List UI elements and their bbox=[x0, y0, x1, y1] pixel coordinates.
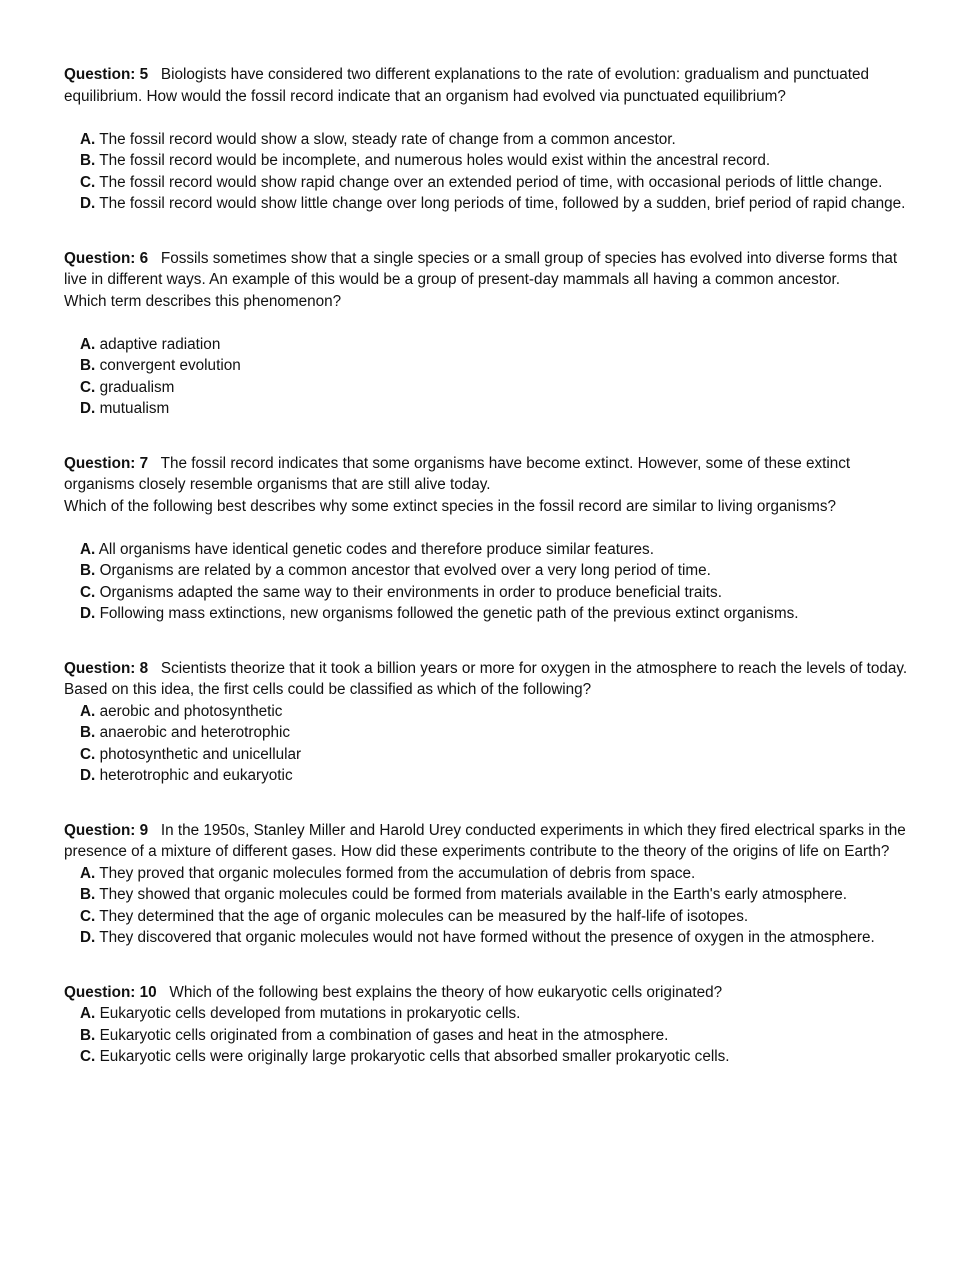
option-b bbox=[64, 1025, 909, 1047]
question-8 bbox=[64, 658, 909, 787]
stem-followup-text: Which term describes this phenomenon? bbox=[64, 292, 342, 310]
worksheet-page bbox=[64, 64, 909, 1101]
option-letter: B. bbox=[80, 357, 96, 374]
option-b bbox=[64, 150, 909, 172]
question-stem bbox=[64, 820, 909, 863]
question-label: Question: 5 bbox=[64, 66, 149, 83]
option-text: Organisms are related by a common ancestor that evolved over a very long period of time. bbox=[99, 562, 711, 579]
stem-text: In the 1950s, Stanley Miller and Harold Urey conducted experiments in which they fired electrical sparks in the presence of a mixture of different gases. How did these experiments contribute to the theory of the origins of life on Earth? bbox=[64, 821, 906, 860]
stem-text: Scientists theorize that it took a billion years or more for oxygen in the atmosphere to reach the levels of today. Based on this idea, the first cells could be classified as which of the following? bbox=[64, 659, 908, 698]
option-text: They determined that the age of organic molecules can be measured by the half-life of isotopes. bbox=[99, 907, 749, 925]
option-b bbox=[64, 560, 909, 582]
option-letter: A. bbox=[80, 335, 96, 353]
option-letter: C. bbox=[80, 173, 96, 191]
option-letter: C. bbox=[80, 907, 96, 925]
question-stem bbox=[64, 658, 909, 701]
question-label: Question: 10 bbox=[64, 983, 157, 1001]
option-letter: C. bbox=[80, 583, 96, 601]
option-letter: A. bbox=[80, 1005, 96, 1022]
question-9 bbox=[64, 820, 909, 949]
option-letter: B. bbox=[80, 562, 96, 579]
option-c bbox=[64, 172, 909, 194]
stem-text: The fossil record indicates that some organisms have become extinct. However, some of these extinct organisms closely resemble organisms that are still alive today. bbox=[64, 454, 851, 493]
option-text: Eukaryotic cells developed from mutations in prokaryotic cells. bbox=[99, 1005, 521, 1022]
option-letter: A. bbox=[80, 864, 96, 882]
option-letter: B. bbox=[80, 886, 96, 903]
option-text: aerobic and photosynthetic bbox=[99, 702, 283, 720]
option-d bbox=[64, 765, 909, 787]
option-d bbox=[64, 193, 909, 215]
option-text: anaerobic and heterotrophic bbox=[99, 724, 291, 741]
option-letter: A. bbox=[80, 540, 96, 558]
option-letter: C. bbox=[80, 745, 96, 763]
question-stem bbox=[64, 453, 909, 518]
option-a bbox=[64, 701, 909, 723]
option-a bbox=[64, 539, 909, 561]
option-letter: B. bbox=[80, 152, 96, 169]
question-label: Question: 9 bbox=[64, 821, 149, 839]
option-d bbox=[64, 398, 909, 420]
option-text: They showed that organic molecules could be formed from materials available in the Earth's early atmosphere. bbox=[99, 886, 848, 903]
option-text: They proved that organic molecules formed from the accumulation of debris from space. bbox=[99, 864, 696, 882]
option-letter: D. bbox=[80, 605, 96, 622]
option-c bbox=[64, 377, 909, 399]
option-text: They discovered that organic molecules would not have formed without the presence of oxygen in the atmosphere. bbox=[99, 929, 875, 946]
stem-followup-text: Which of the following best describes why some extinct species in the fossil record are similar to living organisms? bbox=[64, 497, 836, 515]
stem-text: Fossils sometimes show that a single species or a small group of species has evolved into diverse forms that live in different ways. An example of this would be a group of present-day mammals all having a common ancestor. bbox=[64, 249, 898, 288]
option-letter: D. bbox=[80, 400, 96, 417]
option-text: The fossil record would be incomplete, and numerous holes would exist within the ancestral record. bbox=[99, 152, 771, 169]
option-text: The fossil record would show a slow, steady rate of change from a common ancestor. bbox=[99, 130, 676, 148]
option-letter: C. bbox=[80, 1048, 96, 1065]
option-d bbox=[64, 603, 909, 625]
option-c bbox=[64, 744, 909, 766]
question-label: Question: 6 bbox=[64, 249, 149, 267]
option-letter: D. bbox=[80, 195, 96, 212]
option-text: Following mass extinctions, new organisms followed the genetic path of the previous extinct organisms. bbox=[99, 605, 799, 622]
option-d bbox=[64, 927, 909, 949]
option-c bbox=[64, 1046, 909, 1068]
option-letter: D. bbox=[80, 767, 96, 784]
question-6 bbox=[64, 248, 909, 420]
option-text: photosynthetic and unicellular bbox=[99, 745, 302, 763]
option-text: Organisms adapted the same way to their environments in order to produce beneficial traits. bbox=[99, 583, 722, 601]
option-text: Eukaryotic cells originated from a combination of gases and heat in the atmosphere. bbox=[99, 1026, 669, 1044]
question-5 bbox=[64, 64, 909, 215]
option-b bbox=[64, 722, 909, 744]
option-letter: A. bbox=[80, 130, 96, 148]
option-letter: B. bbox=[80, 1026, 96, 1044]
option-letter: A. bbox=[80, 702, 96, 720]
option-c bbox=[64, 582, 909, 604]
option-text: convergent evolution bbox=[99, 357, 241, 374]
option-a bbox=[64, 1003, 909, 1025]
option-b bbox=[64, 884, 909, 906]
option-text: adaptive radiation bbox=[99, 335, 221, 353]
option-text: The fossil record would show rapid change over an extended period of time, with occasional periods of little change. bbox=[99, 173, 883, 191]
stem-text: Biologists have considered two different explanations to the rate of evolution: gradualism and punctuated equilibrium. How would the fossil record indicate that an organism had evolved via punctuated equilibrium? bbox=[64, 66, 869, 105]
question-label: Question: 8 bbox=[64, 659, 149, 677]
question-7 bbox=[64, 453, 909, 625]
option-text: heterotrophic and eukaryotic bbox=[99, 767, 293, 784]
option-a bbox=[64, 129, 909, 151]
option-text: gradualism bbox=[99, 378, 175, 396]
option-a bbox=[64, 863, 909, 885]
option-letter: D. bbox=[80, 929, 96, 946]
stem-text: Which of the following best explains the theory of how eukaryotic cells originated? bbox=[169, 983, 723, 1001]
question-label: Question: 7 bbox=[64, 454, 149, 472]
question-stem bbox=[64, 248, 909, 313]
option-text: The fossil record would show little change over long periods of time, followed by a sudden, brief period of rapid change. bbox=[99, 195, 906, 212]
option-text: All organisms have identical genetic codes and therefore produce similar features. bbox=[98, 540, 654, 558]
option-text: mutualism bbox=[99, 400, 170, 417]
option-text: Eukaryotic cells were originally large prokaryotic cells that absorbed smaller prokaryotic cells. bbox=[99, 1048, 730, 1065]
option-letter: C. bbox=[80, 378, 96, 396]
question-10 bbox=[64, 982, 909, 1068]
option-b bbox=[64, 355, 909, 377]
question-stem bbox=[64, 64, 909, 107]
question-stem bbox=[64, 982, 909, 1004]
option-letter: B. bbox=[80, 724, 96, 741]
option-c bbox=[64, 906, 909, 928]
option-a bbox=[64, 334, 909, 356]
